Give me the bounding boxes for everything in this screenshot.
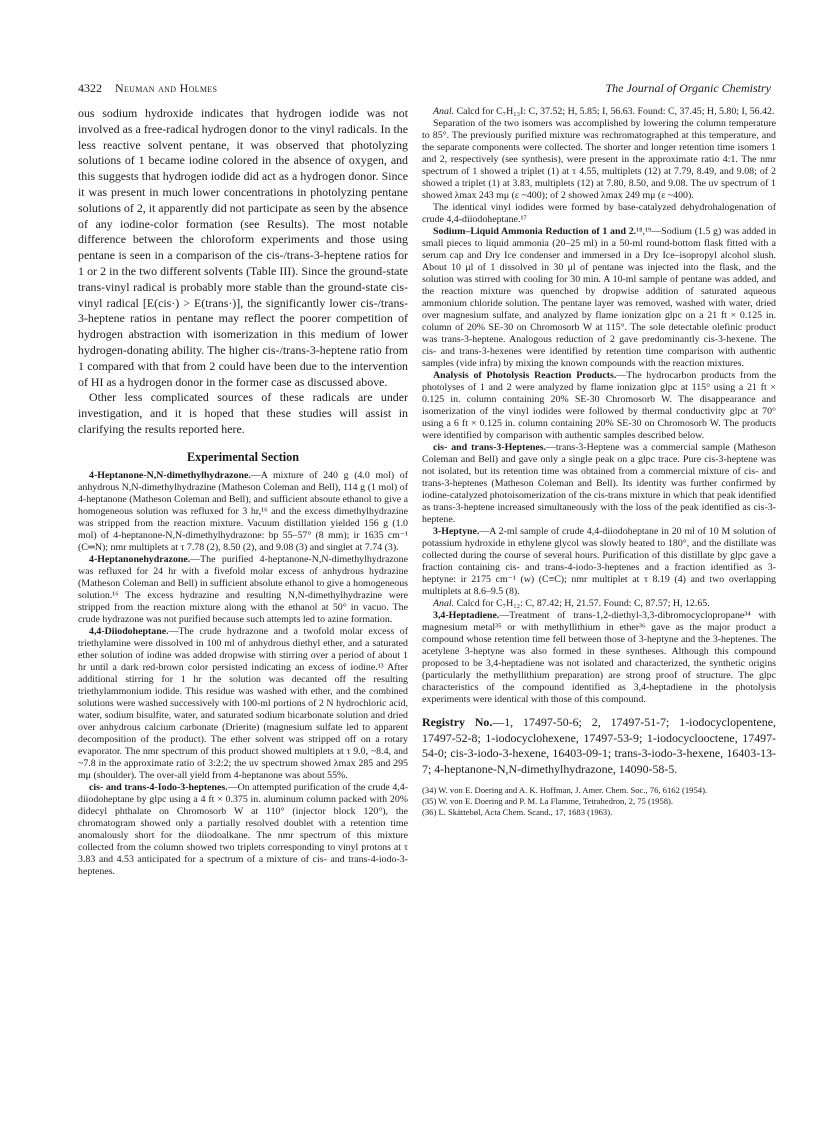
paragraph-text: —trans-3-Heptene was a commercial sample (Matheson Coleman and Bell) and gave only a single peak on a glpc trace. Pure cis-3-heptene was not isolated, but its retention time was obtained from a commercial mixture of cis- and trans-3-heptenes (Matheson Coleman and Bell). Its identity was further confirmed by iodine-catalyzed photoisomerization of the cis-trans mixture in which that peak identified as trans-3-heptene increased simultaneously with the loss of the peak identified as cis-3-heptene.	[422, 442, 776, 525]
paragraph-heading: Sodium–Liquid Ammonia Reduction of 1 and 2.	[433, 226, 637, 237]
page-number: 4322	[78, 81, 102, 95]
section-title: Experimental Section	[186, 449, 300, 464]
paragraph-text: —Treatment of trans-1,2-diethyl-3,3-dibromocyclopropane³⁴ with magnesium metal³⁵ or with methyllithium in ether³⁶ gave as the major product a compound whose retention time fell between those of 3-heptyne and the 3-heptenes. The acetylene 3-heptyne was also formed in these syntheses. Although this compound proposed to be 3,4-heptadiene was not isolated and characterized, the synthetic origins (particularly the methyllithium preparation) are strong proof of structure. The glpc characteristics of the compound identified as 3,4-heptadiene in the photolysis experiments were identical with those of this compound.	[422, 610, 776, 705]
header-authors: Neuman and Holmes	[115, 81, 218, 95]
reference-item: (34) W. von E. Doering and A. K. Hoffman, J. Amer. Chem. Soc., 76, 6162 (1954).	[422, 785, 708, 795]
paragraph-text: —A mixture of 240 g (4.0 mol) of anhydrous N,N-dimethylhydrazine (Matheson Coleman and Bell), 114 g (1 mol) of 4-heptanone (Matheson Coleman and Bell), and sufficient absoute ethanol to give a homogeneous solution was refluxed for 3 hr,¹⁶ and the excess dimethylhydrazine was stripped from the reaction mixture. Vacuum distillation yielded 156 g (1.0 mol) of 4-heptanone-N,N-dimethylhydrazone: bp 55–57° (8 mm); ir 1635 cm⁻¹ (C═N); nmr multiplets at τ 7.78 (2), 8.50 (2), and 9.08 (3) and singlet at 7.74 (3).	[78, 469, 408, 553]
experimental-list	[422, 106, 776, 706]
paragraph-heading: Analysis of Photolysis Reaction Products.	[433, 370, 617, 381]
analysis-label: Anal.	[433, 106, 455, 117]
header-left	[78, 80, 217, 96]
paragraph-heading: 3-Heptyne.	[433, 526, 480, 537]
experimental-paragraph	[78, 470, 408, 554]
experimental-paragraph	[78, 782, 408, 878]
paragraph-text: Calcd for C₇H₁₂: C, 87.42; H, 21.57. Found: C, 87.57; H, 12.65.	[454, 598, 710, 609]
experimental-paragraph	[422, 226, 776, 370]
paragraph-text: Calcd for C₇H₁₃I: C, 37.52; H, 5.85; I, 56.63. Found: C, 37.45; H, 5.80; I, 56.42.	[454, 106, 775, 117]
paragraph-heading: cis- and trans-4-Iodo-3-heptenes.	[89, 781, 228, 793]
experimental-paragraph	[78, 554, 408, 626]
paragraph-heading: 3,4-Heptadiene.	[433, 610, 500, 621]
paragraph-heading: cis- and trans-3-Heptenes.	[433, 442, 547, 453]
left-column	[78, 106, 408, 1106]
experimental-list	[78, 470, 408, 878]
reference-item: (35) W. von E. Doering and P. M. La Flamme, Tetrahedron, 2, 75 (1958).	[422, 795, 674, 806]
paragraph-text: —On attempted purification of the crude 4,4-diiodoheptane by glpc using a 4 ft × 0.375 in. aluminum column packed with 20% didecyl phthalate on Chromosorb W at 110° (injector block 120°), the chromatogram showed only a partially resolved doublet with a retention time anomalously short for the diiodoalkane. The nmr spectrum of this mixture collected from the column showed two triplets corresponding to vinyl protons at τ 3.83 and 4.53 anticipated for a spectrum of a mixture of cis- and trans-4-iodo-3-heptenes.	[78, 781, 408, 877]
discussion-paragraph: ous sodium hydroxide indicates that hydrogen iodide was not involved as a free-radical hydrogen donor to the vinyl radicals. In the less reactive solvent pentane, it was observed that photolyzing solutions of 1 became iodine colored in the absence of oxygen, and this suggests that hydrogen iodide did act as a hydrogen donor. Since it was present in much lower concentrations in photolyzing pentane solutions of 2, it apparently did not participate as seen by the absence of any iodine-color formation (see Results). The most notable difference between the chloroform experiments and those using pentane is seen in a comparison of the cis-/trans-3-heptene ratios for 1 or 2 in the two different solvents (Table III). Since the ground-state trans-vinyl radical is probably more stable than the ground-state cis-vinyl radical [E(cis·) > E(trans·)], the significantly lower cis-/trans-3-heptene ratios in pentane may reflect the poorer competition of hydrogen abstraction with isomerization in this medium of lower hydrogen-donating ability. The higher cis-/trans-3-heptene ratio from 1 compared with that from 2 could have been due to the intervention of HI as a hydrogen donor in the former case as discussed above.	[78, 106, 408, 389]
references	[422, 785, 776, 817]
journal-name: The Journal of Organic Chemistry	[605, 81, 771, 95]
experimental-paragraph	[422, 118, 776, 202]
running-header	[78, 80, 771, 96]
paragraph-text: —The purified 4-heptanone-N,N-dimethylhydrazone was refluxed for 24 hr with a fivefold molar excess of anhydrous hydrazine (Matheson Coleman and Bell) in sufficient absolute ethanol to give a homogeneous solution.¹⁶ The excess hydrazine and resulting N,N-dimethylhydrazine were stripped from the reaction mixture along with the ethanol at 50° in vacuo. The crude hydrazone was not purified because such attempts led to azine formation.	[78, 553, 408, 625]
right-column	[422, 106, 776, 1106]
experimental-paragraph	[422, 610, 776, 706]
registry-lead: Registry No.	[422, 715, 493, 729]
paragraph-text: —The hydrocarbon products from the photolyses of 1 and 2 were analyzed by flame ionization glpc at 115° using a 21 ft × 0.125 in. column containing 20% SE-30 Chromosorb W. The disappearance and isomerization of the vinyl iodides were followed by thermal conductivity glpc at 70° using a 6 ft × 0.125 in. column containing 20% SE-30 on Chromosorb W. The products were identified by comparison with authentic samples described below.	[422, 370, 776, 441]
paragraph-heading: 4-Heptanone-N,N-dimethylhydrazone.	[89, 469, 251, 481]
analysis-label: Anal.	[433, 598, 455, 609]
experimental-paragraph	[422, 526, 776, 598]
experimental-paragraph	[422, 442, 776, 526]
experimental-paragraph	[78, 626, 408, 782]
paragraph-text: ¹⁸,¹⁹—Sodium (1.5 g) was added in small pieces to liquid ammonia (20–25 ml) in a 50-ml round-bottom flask fitted with a serum cap and Dry Ice condenser and immersed in a Dry Ice–isopropyl alcohol slush. About 10 μl of 1 dissolved in 30 μl of pentane was injected into the flask, and the solution was stirred with cooling for 30 min. A 10-ml sample of pentane was added, and the reaction mixture was quenched by dropwise addition of saturated aqueous ammonium chloride solution. The pentane layer was removed, washed with water, dried over magnesium sulfate, and analyzed by flame ionization glpc on a 21 ft × 0.125 in. column of 20% SE-30 on Chromosorb W at 115°. The sole detectable olefinic product was trans-3-heptene. Analogous reduction of 2 gave predominantly cis-3-hexene. The cis- and trans-3-hexenes were identified by retention time comparison with authentic samples (vide infra) by mixing the known compounds with the reaction mixtures.	[422, 226, 776, 369]
experimental-paragraph	[422, 370, 776, 442]
registry-text: —1, 17497-50-6; 2, 17497-51-7; 1-iodocyclopentene, 17497-52-8; 1-iodocyclohexene, 17497-53-9; 1-iodocyclooctene, 17497-54-0; cis-3-iodo-3-hexene, 16403-09-1; trans-3-iodo-3-hexene, 16403-13-7; 4-heptanone-N,N-dimethylhydrazone, 14090-58-5.	[422, 715, 776, 776]
experimental-paragraph	[422, 202, 776, 226]
paragraph-text: —The crude hydrazone and a twofold molar excess of triethylamine were dissolved in 100 ml of anhydrous diethyl ether, and a saturated ether solution of iodine was added dropwise with stirring over a period of about 1 hr until a dark red-brown color persisted indicating an excess of iodine.¹³ After additional stirring for 1 hr the solution was decanted off the resulting triethylammonium iodide. This residue was washed with ether, and the combined solutions were washed successively with 100-ml portions of 2 N hydrochloric acid, water, sodium bisulfite, water, and saturated sodium bicarbonate solution and dried over anhydrous calcium carbonate (Drierite) (magnesium sulfate led to apparent decomposition of the product). The ether solvent was stripped off on a rotary evaporator. The nmr spectrum of this product showed multiplets at τ 9.0, ~8.4, and ~7.8 in the approximate ratio of 3:2:2; the uv spectrum showed λmax 285 and 295 mμ (shoulder). The over-all yield from 4-heptanone was about 55%.	[78, 625, 408, 781]
paragraph-text: —A 2-ml sample of crude 4,4-diiodoheptane in 20 ml of 10 M solution of potassium hydroxide in ethylene glycol was slowly heated to 180°, and the distillate was collected during the course of several hours. Purification of this distillate by glpc gave a fraction containing cis- and trans-4-iodo-3-heptenes and a fraction identified as 3-heptyne: ir 2175 cm⁻¹ (w) (C≡C); nmr multiplet at τ 8.19 (4) and two overlapping multiplets at 8.6–9.5 (8).	[422, 526, 776, 597]
paragraph-text: Separation of the two isomers was accomplished by lowering the column temperature to 85°. The previously purified mixture was rechromatographed at this temperature, and the separate components were collected. The shorter and longer retention time isomers 1 and 2, respectively (see synthesis), were present in the approximate ratio 4:1. The nmr spectrum of 1 showed a triplet (1) at τ 4.55, multiplets (12) at 7.79, 8.49, and 9.08; of 2 showed a triplet (1) at 3.83, multiplets (12) at 7.80, 8.50, and 9.08. The uv spectrum of 1 showed λmax 243 mμ (ε ~400); of 2 showed λmax 249 mμ (ε ~400).	[422, 118, 776, 201]
paragraph-heading: 4-Heptanonehydrazone.	[89, 553, 191, 565]
paragraph-text: The identical vinyl iodides were formed by base-catalyzed dehydrohalogenation of crude 4,4-diiodoheptane.¹⁷	[422, 202, 776, 225]
discussion-paragraph: Other less complicated sources of these radicals are under investigation, and it is hoped that these studies will assist in clarifying the results reported here.	[78, 390, 408, 436]
reference-item: (36) L. Skättebøl, Acta Chem. Scand., 17, 1683 (1963).	[422, 806, 613, 817]
registry-numbers	[422, 715, 776, 777]
experimental-paragraph	[422, 598, 776, 610]
experimental-paragraph	[422, 106, 776, 118]
paragraph-heading: 4,4-Diiodoheptane.	[89, 625, 169, 637]
